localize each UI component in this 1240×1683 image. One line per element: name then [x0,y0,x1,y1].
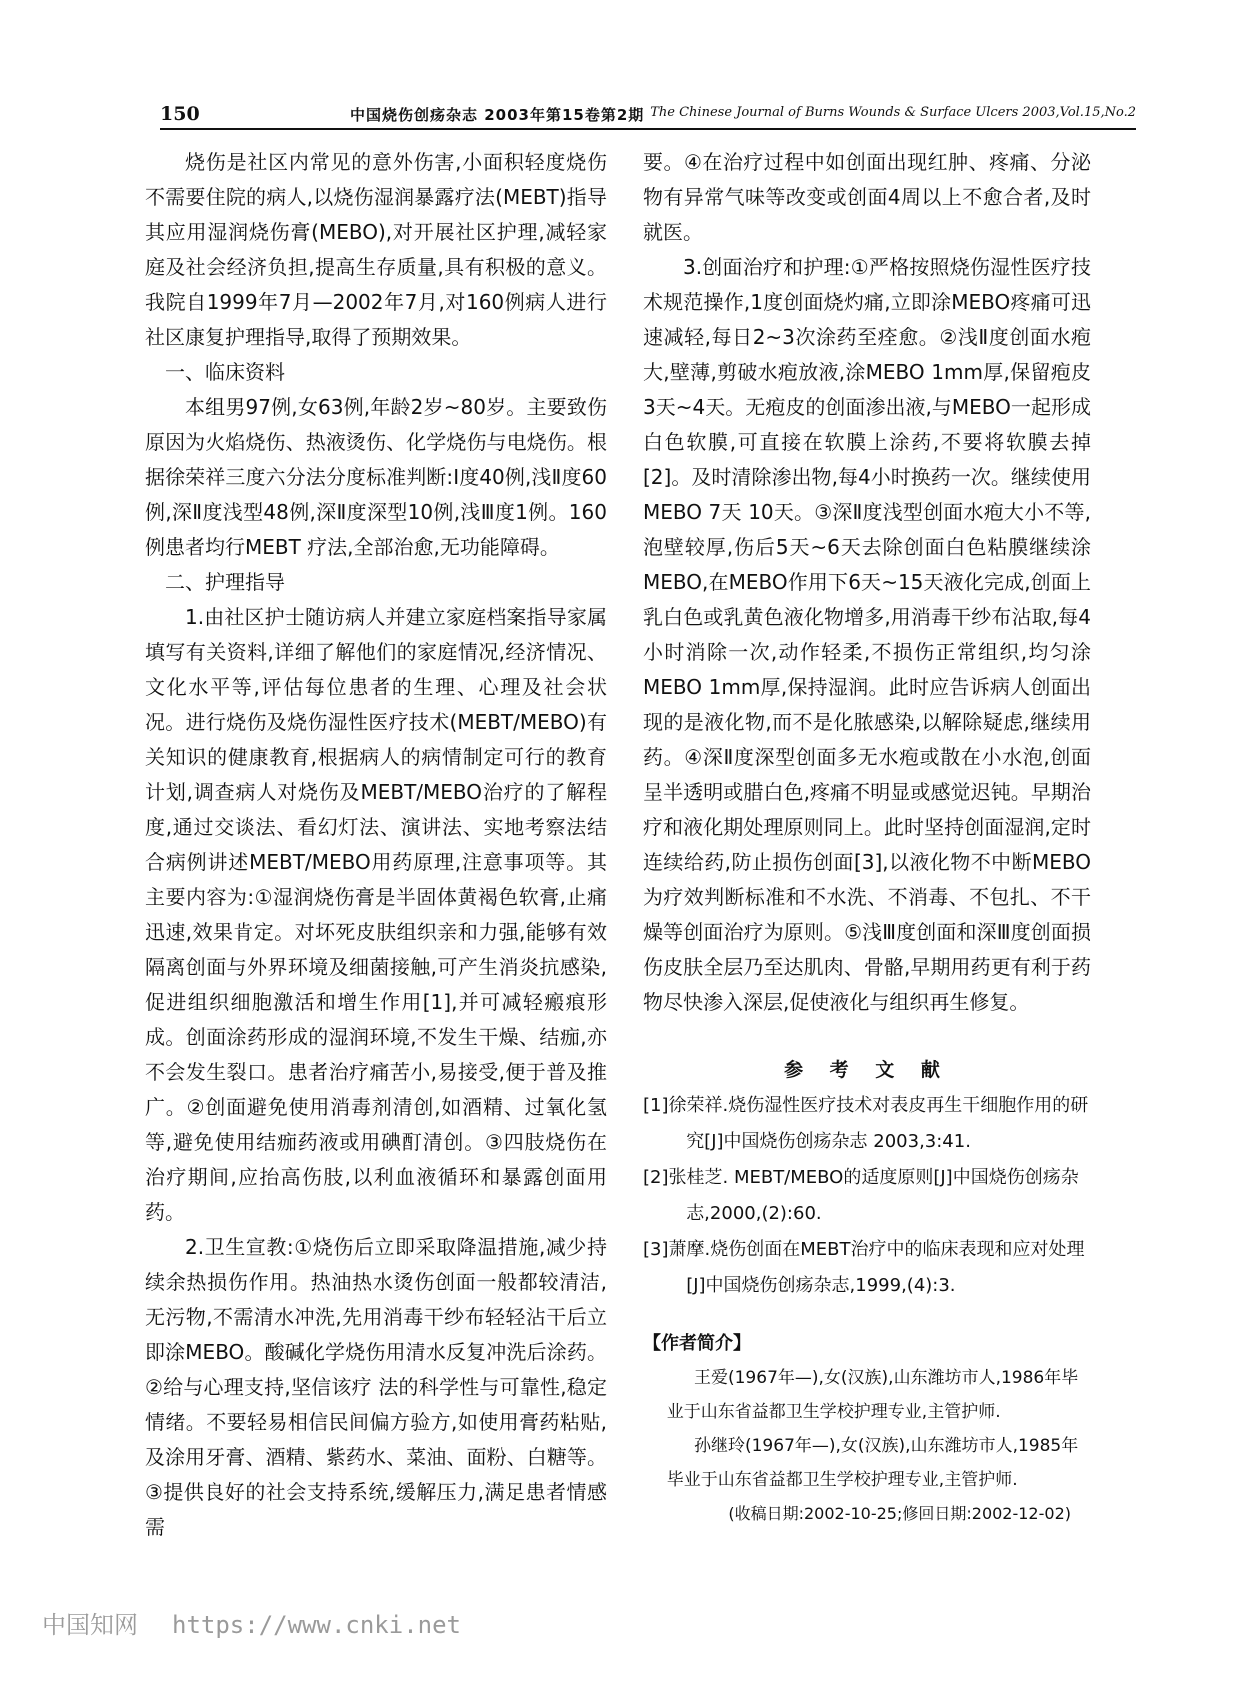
received-dates: (收稿日期:2002-10-25;修回日期:2002-12-02) [728,1504,1071,1523]
section-heading-clinical: 一、临床资料 [165,360,285,384]
header-rule [160,128,1136,130]
journal-title-en: The Chinese Journal of Burns Wounds & Surface Ulcers 2003,Vol.15,No.2 [650,105,1136,120]
page-number: 150 [160,103,200,125]
watermark-brand: 中国知网 [42,1611,138,1639]
nursing-paragraph-2: 2.卫生宣教:①烧伤后立即采取降温措施,减少持续余热损伤作用。热油热水烫伤创面一般都较清洁,无污物,不需清水冲洗,先用消毒干纱布轻轻沾干后立即涂MEBO。酸碱化学烧伤用清水反复冲洗后涂药。②给与心理支持,坚信该疗 法的科学性与可靠性,稳定情绪。不要轻易相信民间偏方验方,如使用膏药粘贴,及涂用牙膏、酒精、紫药水、菜油、面粉、白糖等。③提供良好的社会支持系统,缓解压力,满足患者情感需 [145,1235,607,1539]
reference-item: [3]萧摩.烧伤创面在MEBT治疗中的临床表现和应对处理[J]中国烧伤创疡杂志,1999,(4):3. [643,1239,1085,1296]
wound-care-paragraph: 3.创面治疗和护理:①严格按照烧伤湿性医疗技术规范操作,1度创面烧灼痛,立即涂MEBO疼痛可迅速减轻,每日2~3次涂药至痊愈。②浅Ⅱ度创面水疱大,壁薄,剪破水疱放液,涂MEBO 1mm厚,保留疱皮3天~4天。无疱皮的创面渗出液,与MEBO一起形成白色软膜,可直接在软膜上涂药,不要将软膜去掉[2]。及时清除渗出物,每4小时换药一次。继续使用MEBO 7天 10天。③深Ⅱ度浅型创面水疱大小不等,泡壁较厚,伤后5天~6天去除创面白色粘膜继续涂MEBO,在MEBO作用下6天~15天液化完成,创面上乳白色或乳黄色液化物增多,用消毒干纱布沾取,每4小时消除一次,动作轻柔,不损伤正常组织,均匀涂MEBO 1mm厚,保持湿润。此时应告诉病人创面出现的是液化物,而不是化脓感染,以解除疑虑,继续用药。④深Ⅱ度深型创面多无水疱或散在小水泡,创面呈半透明或腊白色,疼痛不明显或感觉迟钝。早期治疗和液化期处理原则同上。此时坚持创面湿润,定时连续给药,防止损伤创面[3],以液化物不中断MEBO为疗效判断标准和不水洗、不消毒、不包扎、不干燥等创面治疗为原则。⑤浅Ⅲ度创面和深Ⅲ度创面损伤皮肤全层乃至达肌肉、骨骼,早期用药更有利于药物尽快渗入深层,促使液化与组织再生修复。 [643,255,1091,1014]
right-column [643,145,1091,1531]
intro-paragraph: 烧伤是社区内常见的意外伤害,小面积轻度烧伤不需要住院的病人,以烧伤湿润暴露疗法(MEBT)指导其应用湿润烧伤膏(MEBO),对开展社区护理,减轻家庭及社会经济负担,提高生存质量,具有积极的意义。我院自1999年7月—2002年7月,对160例病人进行社区康复护理指导,取得了预期效果。 [145,150,607,349]
reference-item: [2]张桂芝. MEBT/MEBO的适度原则[J]中国烧伤创疡杂志,2000,(2):60. [643,1167,1079,1224]
author-bio: 孙继玲(1967年—),女(汉族),山东潍坊市人,1985年毕业于山东省益都卫生学校护理专业,主管护师. [666,1436,1079,1490]
author-bio-heading: 【作者简介】 [643,1333,751,1354]
journal-title-cn: 中国烧伤创疡杂志 2003年第15卷第2期 [350,106,645,124]
reference-item: [1]徐荣祥.烧伤湿性医疗技术对表皮再生干细胞作用的研究[J]中国烧伤创疡杂志 2003,3:41. [643,1095,1089,1152]
continued-paragraph: 要。④在治疗过程中如创面出现红肿、疼痛、分泌物有异常气味等改变或创面4周以上不愈合者,及时就医。 [643,150,1091,244]
references-heading: 参 考 文 献 [784,1059,950,1081]
nursing-paragraph-1: 1.由社区护士随访病人并建立家庭档案指导家属填写有关资料,详细了解他们的家庭情况,经济情况、文化水平等,评估每位患者的生理、心理及社会状况。进行烧伤及烧伤湿性医疗技术(MEBT/MEBO)有关知识的健康教育,根据病人的病情制定可行的教育计划,调查病人对烧伤及MEBT/MEBO治疗的了解程度,通过交谈法、看幻灯法、演讲法、实地考察法结合病例讲述MEBT/MEBO用药原理,注意事项等。其主要内容为:①湿润烧伤膏是半固体黄褐色软膏,止痛迅速,效果肯定。对坏死皮肤组织亲和力强,能够有效隔离创面与外界环境及细菌接触,可产生消炎抗感染,促进组织细胞激活和增生作用[1],并可减轻瘢痕形成。创面涂药形成的湿润环境,不发生干燥、结痂,亦不会发生裂口。患者治疗痛苦小,易接受,便于普及推广。②创面避免使用消毒剂清创,如酒精、过氧化氢等,避免使用结痂药液或用碘酊清创。③四肢烧伤在治疗期间,应抬高伤肢,以利血液循环和暴露创面用药。 [145,605,607,1224]
watermark-url: https://www.cnki.net [172,1611,461,1639]
running-header [160,103,1136,131]
left-column [145,145,607,1545]
section-heading-nursing: 二、护理指导 [165,570,285,594]
cnki-watermark [42,1605,461,1640]
clinical-paragraph: 本组男97例,女63例,年龄2岁~80岁。主要致伤原因为火焰烧伤、热液烫伤、化学烧伤与电烧伤。根据徐荣祥三度六分法分度标准判断:Ⅰ度40例,浅Ⅱ度60例,深Ⅱ度浅型48例,深Ⅱ度深型10例,浅Ⅲ度1例。160例患者均行MEBT 疗法,全部治愈,无功能障碍。 [145,395,607,559]
author-bio: 王爱(1967年—),女(汉族),山东潍坊市人,1986年毕业于山东省益都卫生学校护理专业,主管护师. [666,1368,1079,1422]
